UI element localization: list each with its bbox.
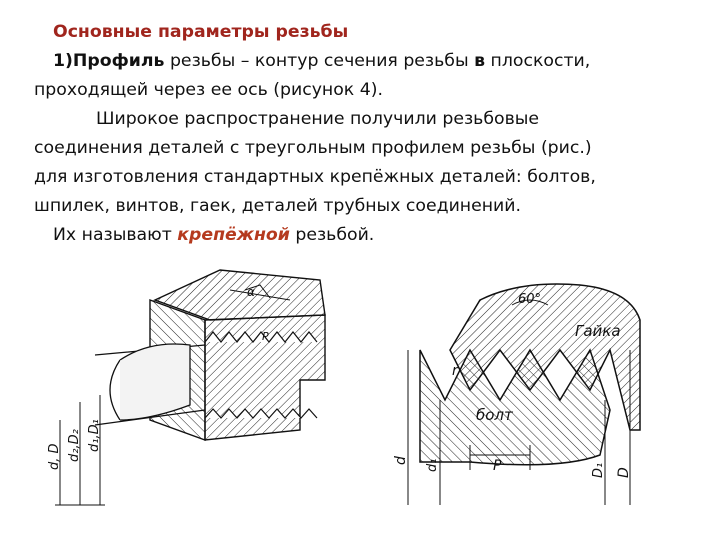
label-d2-D2: d₂,D₂ <box>67 429 82 462</box>
profile-text-b: плоскости, <box>485 51 591 71</box>
label-60-deg: 60° <box>518 292 542 307</box>
paragraph-usage-line-1: Широкое распространение получили резьбовые <box>96 109 540 129</box>
word-in: в <box>474 51 486 71</box>
profile-text-a: резьбы – контур сечения резьбы <box>164 51 475 71</box>
term-profile: 1)Профиль <box>53 51 165 71</box>
label-alpha: α <box>247 285 255 299</box>
paragraph-profile-line-2: проходящей через ее ось (рисунок 4). <box>34 80 383 100</box>
label-d-D: d, D <box>47 443 62 470</box>
name-before: Их называют <box>53 225 178 245</box>
label-d: d <box>393 456 409 465</box>
label-D: D <box>616 467 632 478</box>
paragraph-usage-line-3: для изготовления стандартных крепёжных деталей: болтов, <box>34 167 596 187</box>
label-D1: D₁ <box>591 462 606 478</box>
label-nut: Гайка <box>575 322 621 340</box>
paragraph-usage-line-4: шпилек, винтов, гаек, деталей трубных соединений. <box>34 196 521 216</box>
label-pitch-right: P <box>493 458 502 474</box>
label-d1-D1: d₁,D₁ <box>87 419 102 452</box>
paragraph-usage-line-2: соединения деталей с треугольным профилем резьбы (рис.) <box>34 138 592 158</box>
slide-title: Основные параметры резьбы <box>53 22 349 42</box>
label-bolt: болт <box>476 406 513 424</box>
label-d1: d₁ <box>425 458 440 472</box>
label-pitch-left: P <box>262 330 269 343</box>
name-after: резьбой. <box>289 225 375 245</box>
label-radius: r <box>452 363 458 379</box>
term-fastening: крепёжной <box>177 225 290 245</box>
